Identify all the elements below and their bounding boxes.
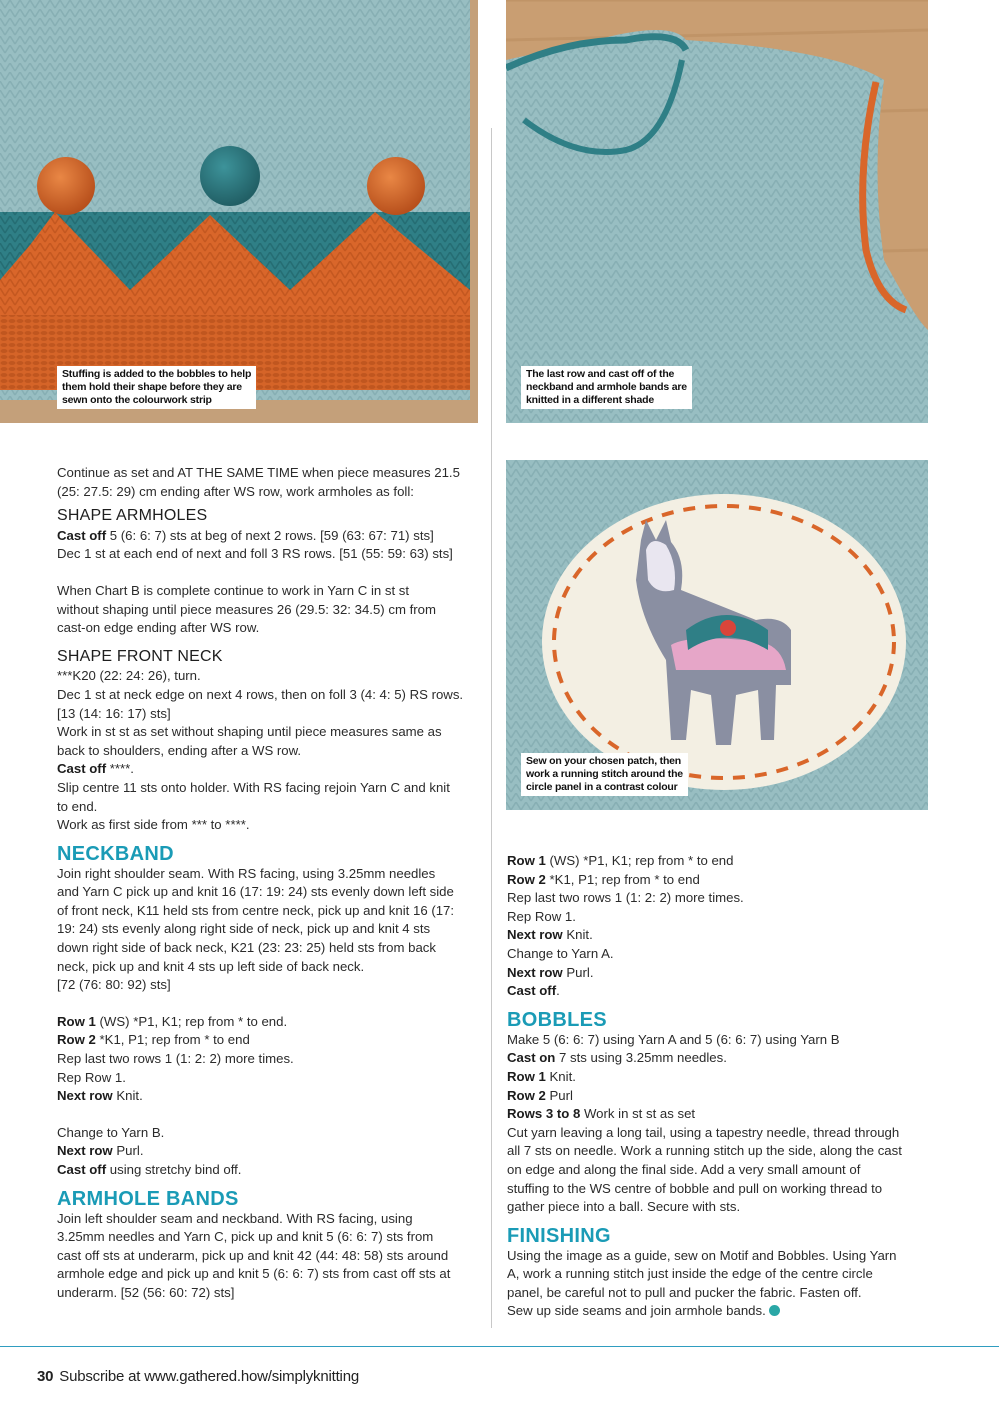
para-line [507, 1302, 937, 1321]
para-line: back to shoulders, ending after a WS row. [57, 742, 302, 758]
para-line: Rep Row 1. [57, 1069, 126, 1085]
heading-neckband: NECKBAND [57, 842, 174, 865]
dec-line: Dec 1 st at each end of next and foll 3 RS rows. [51 (55: 59: 63) sts] [57, 546, 453, 562]
intro-line: Continue as set and AT THE SAME TIME when piece measures 21.5 [57, 465, 460, 480]
para-line: all 7 sts on needle. Work a running stitch up the side, along the cast [507, 1143, 902, 1159]
caption-line: them hold their shape before they are [62, 381, 242, 393]
row-line [507, 871, 937, 890]
label-bold: Next row [57, 1088, 113, 1104]
para-line: on edge and along the final side. Add a very small amount of [507, 1161, 861, 1177]
para-line: down right side of back neck, K21 (23: 23: 25) held sts from back [57, 940, 436, 956]
text: Knit. [549, 1068, 576, 1084]
row-line [507, 964, 937, 983]
row-line [57, 1087, 487, 1106]
row-line [57, 1013, 487, 1032]
label-bold: Cast off [57, 527, 107, 543]
para-line: cast off sts at underarm, pick up and knit 42 (44: 48: 58) sts around [57, 1247, 449, 1263]
label-bold: Row 1 [507, 853, 546, 868]
para-line: to end. [57, 798, 98, 814]
text: 7 sts using 3.25mm needles. [559, 1050, 727, 1066]
row-line [57, 1142, 487, 1161]
caption-photo1 [57, 366, 256, 409]
text: Knit. [116, 1088, 143, 1104]
text: Sew up side seams and join armhole bands. [507, 1303, 766, 1319]
caption-line: neckband and armhole bands are [526, 381, 687, 393]
row-line [507, 926, 937, 945]
label-bold: Row 1 [507, 1068, 546, 1084]
label-bold: Cast off [507, 983, 557, 999]
photo-neckband [506, 0, 928, 423]
heading-shape-front-neck: SHAPE FRONT NECK [57, 647, 223, 665]
photo-crown-bobbles [0, 0, 478, 423]
row-line [57, 1161, 487, 1180]
label-bold: Row 2 [507, 1087, 546, 1103]
heading-shape-armholes: SHAPE ARMHOLES [57, 507, 208, 525]
text: ****. [109, 761, 134, 777]
label-bold: Cast off [57, 761, 107, 777]
para-line: Make 5 (6: 6: 7) using Yarn A and 5 (6: 6: 7) using Yarn B [507, 1031, 840, 1047]
text: *K1, P1; rep from * to end [549, 871, 700, 887]
para-line: cast-on edge ending after WS row. [57, 620, 260, 636]
para-line: Dec 1 st at neck edge on next 4 rows, then on foll 3 (4: 4: 5) RS rows. [57, 686, 464, 702]
para-line: underarm. [52 (56: 60: 72) sts] [57, 1284, 235, 1300]
caption-line: work a running stitch around the [526, 768, 683, 780]
text: using stretchy bind off. [109, 1162, 242, 1177]
para-line: Work as first side from *** to ****. [57, 817, 250, 833]
para-line: Rep last two rows 1 (1: 2: 2) more times. [57, 1051, 294, 1067]
heading-bobbles: BOBBLES [507, 1008, 607, 1031]
para-line: ***K20 (22: 24: 26), turn. [57, 668, 201, 684]
para-line: 3.25mm needles and Yarn C, pick up and knit 5 (6: 6: 7) sts from [57, 1229, 434, 1245]
yarn-ball-icon [769, 1305, 780, 1316]
para-line: Work in st st as set without shaping until piece measures same as [57, 724, 442, 740]
para-line: armhole edge and pick up and knit 5 (6: 6: 7) sts from cast off sts at [57, 1266, 451, 1282]
right-column [507, 852, 937, 1321]
text: . [556, 983, 560, 999]
caption-line: Sew on your chosen patch, then [526, 755, 682, 767]
para-line: Rep last two rows 1 (1: 2: 2) more times. [507, 890, 744, 906]
row-line [57, 1031, 487, 1050]
para-line: Using the image as a guide, sew on Motif and Bobbles. Using Yarn [507, 1247, 897, 1263]
caption-line: Stuffing is added to the bobbles to help [62, 368, 252, 380]
para-line: Rep Row 1. [507, 908, 576, 924]
text: 5 (6: 6: 7) sts at beg of next 2 rows. [59 (63: 67: 71) sts] [109, 527, 434, 543]
caption-line: The last row and cast off of the [526, 368, 675, 380]
castoff-line [57, 527, 487, 546]
caption-photo3 [521, 753, 688, 796]
para-line: gather piece into a ball. Secure with sts. [507, 1199, 741, 1215]
para-line: Cut yarn leaving a long tail, using a tapestry needle, thread through [507, 1124, 900, 1140]
label-bold: Rows 3 to 8 [507, 1106, 581, 1122]
intro-line: (25: 27.5: 29) cm ending after WS row, work armholes as foll: [57, 483, 414, 499]
para-line: Join left shoulder seam and neckband. With RS facing, using [57, 1210, 413, 1226]
para-line: neck, pick up and knit 4 sts up left side of back neck. [57, 958, 365, 974]
caption-line: sewn onto the colourwork strip [62, 394, 212, 406]
text: Work in st st as set [583, 1106, 696, 1122]
page-number: 30 [37, 1368, 54, 1385]
column-divider [491, 128, 492, 1328]
caption-line: knitted in a different shade [526, 394, 655, 406]
para-line: Change to Yarn A. [507, 945, 614, 961]
label-bold: Cast off [57, 1162, 107, 1177]
text: Purl [549, 1087, 573, 1103]
caption-line: circle panel in a contrast colour [526, 781, 678, 793]
footer [37, 1368, 359, 1385]
para-line: [72 (76: 80: 92) sts] [57, 977, 171, 993]
label-bold: Row 1 [57, 1013, 96, 1029]
caption-photo2 [521, 366, 692, 409]
para-line: When Chart B is complete continue to work in Yarn C in st st [57, 582, 410, 598]
castoff-line [57, 760, 487, 779]
label-bold: Next row [507, 964, 563, 980]
text: (WS) *P1, K1; rep from * to end [549, 853, 734, 868]
para-line: [13 (14: 16: 17) sts] [57, 705, 171, 721]
heading-finishing: FINISHING [507, 1224, 611, 1247]
row-line [507, 982, 937, 1001]
label-bold: Cast on [507, 1050, 556, 1066]
para-line: Change to Yarn B. [57, 1124, 165, 1140]
para-line: Join right shoulder seam. With RS facing, using 3.25mm needles [57, 865, 436, 881]
left-column [57, 464, 487, 1303]
label-bold: Next row [57, 1143, 113, 1159]
label-bold: Row 2 [57, 1032, 96, 1048]
row-line [507, 1105, 937, 1124]
para-line: stuffing to the WS centre of bobble and pull on working thread to [507, 1180, 883, 1196]
text: Knit. [566, 927, 593, 943]
row-line [507, 852, 937, 871]
text: Purl. [566, 964, 594, 980]
footer-rule [0, 1346, 999, 1347]
subscribe-link[interactable]: Subscribe at www.gathered.how/simplyknitting [59, 1368, 359, 1385]
row-line [507, 1049, 937, 1068]
heading-armhole-bands: ARMHOLE BANDS [57, 1187, 239, 1210]
para-line: panel, be careful not to pull and pucker the fabric. Fasten off. [507, 1284, 862, 1300]
label-bold: Next row [507, 927, 563, 943]
text: (WS) *P1, K1; rep from * to end. [99, 1013, 288, 1029]
para-line: of front neck, K11 held sts from centre neck, pick up and knit 16 (17: [57, 902, 455, 918]
row-line [507, 1068, 937, 1087]
row-line [507, 1087, 937, 1106]
label-bold: Row 2 [507, 871, 546, 887]
para-line: without shaping until piece measures 26 (29.5: 32: 34.5) cm from [57, 601, 436, 617]
text: *K1, P1; rep from * to end [99, 1032, 250, 1048]
para-line: and Yarn C pick up and knit 16 (17: 19: 24) sts evenly down left side [57, 884, 454, 900]
para-line: 19: 24) sts evenly along right side of neck, pick up and knit 4 sts [57, 921, 431, 937]
para-line: A, work a running stitch just inside the edge of the centre circle [507, 1266, 873, 1282]
para-line: Slip centre 11 sts onto holder. With RS facing rejoin Yarn C and knit [57, 779, 450, 795]
text: Purl. [116, 1143, 144, 1159]
